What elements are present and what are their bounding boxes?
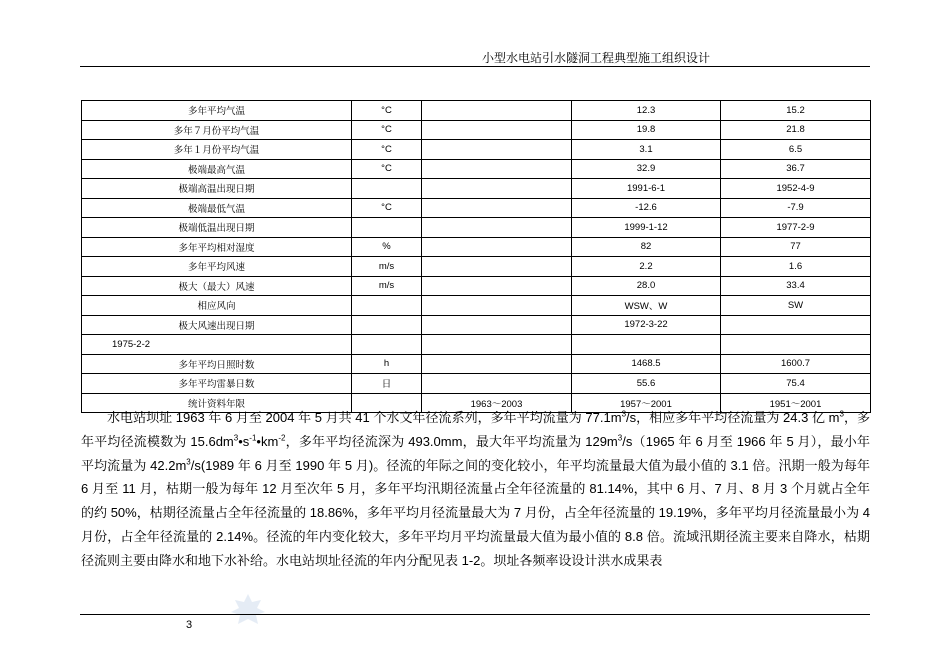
table-row: [82, 120, 871, 140]
paragraph-text-3: ，多年平均径流模数为 15.6dm: [81, 410, 870, 449]
superscript-6: 3: [617, 433, 623, 443]
value-cell: 36.7: [721, 159, 871, 179]
value-cell: [422, 101, 572, 121]
row-label-cell: 极大（最大）风速: [82, 276, 352, 296]
value-cell: 1963～2003: [422, 393, 572, 413]
climate-statistics-table: [81, 100, 871, 413]
unit-cell: [352, 296, 422, 316]
value-cell: 33.4: [721, 276, 871, 296]
table-row: [82, 296, 871, 316]
row-label-cell: 多年７月份平均气温: [82, 120, 352, 140]
row-label-cell: 极端最低气温: [82, 198, 352, 218]
unit-cell: m/s: [352, 257, 422, 277]
value-cell: 1991-6-1: [572, 179, 721, 199]
value-cell: 12.3: [572, 101, 721, 121]
value-cell: [422, 296, 572, 316]
table-row: [82, 101, 871, 121]
superscript-2: 3: [839, 409, 844, 419]
table-row: [82, 374, 871, 394]
unit-cell: °C: [352, 101, 422, 121]
table-row: [82, 237, 871, 257]
row-label-cell: 极端最高气温: [82, 159, 352, 179]
unit-cell: [352, 335, 422, 355]
superscript-7: 3: [186, 457, 191, 467]
row-label-cell: 极大风速出现日期: [82, 315, 352, 335]
value-cell: 75.4: [721, 374, 871, 394]
value-cell: 1468.5: [572, 354, 721, 374]
table-row: [82, 276, 871, 296]
page-number: 3: [186, 619, 193, 631]
row-label-cell: 极端低温出现日期: [82, 218, 352, 238]
superscript-4: -1: [249, 433, 257, 443]
value-cell: [422, 257, 572, 277]
value-cell: SW: [721, 296, 871, 316]
value-cell: [422, 335, 572, 355]
value-cell: 1999-1-12: [572, 218, 721, 238]
value-cell: [721, 315, 871, 335]
superscript-5: -2: [278, 433, 286, 443]
value-cell: 28.0: [572, 276, 721, 296]
table-row: [82, 159, 871, 179]
value-cell: 82: [572, 237, 721, 257]
value-cell: [572, 335, 721, 355]
watermark-logo-icon: [228, 592, 268, 626]
unit-cell: [352, 218, 422, 238]
value-cell: [422, 276, 572, 296]
document-header-title: 小型水电站引水隧洞工程典型施工组织设计: [481, 51, 710, 65]
unit-cell: h: [352, 354, 422, 374]
value-cell: [422, 218, 572, 238]
table-row: [82, 218, 871, 238]
row-label-cell: 多年１月份平均气温: [82, 140, 352, 160]
paragraph-text-4: •s: [238, 433, 250, 449]
value-cell: 1.6: [721, 257, 871, 277]
value-cell: [422, 374, 572, 394]
unit-cell: [352, 315, 422, 335]
unit-cell: %: [352, 237, 422, 257]
paragraph-text-1: 水电站坝址 1963 年 6 月至 2004 年 5 月共 41 个水文年径流系列，多年平均流量为 77.1m: [107, 410, 622, 425]
table-row: [82, 198, 871, 218]
unit-cell: °C: [352, 140, 422, 160]
header-divider: [80, 66, 870, 67]
value-cell: -7.9: [721, 198, 871, 218]
table-row: [82, 257, 871, 277]
value-cell: 32.9: [572, 159, 721, 179]
value-cell: -12.6: [572, 198, 721, 218]
value-cell: [422, 237, 572, 257]
unit-cell: 日: [352, 374, 422, 394]
value-cell: [721, 335, 871, 355]
paragraph-text-6: ，多年平均径流深为 493.0mm，最大年平均流量为 129m: [285, 433, 618, 449]
row-label-cell: 多年平均气温: [82, 101, 352, 121]
table-row: [82, 335, 871, 355]
paragraph-text-7: /s（1965 年 6 月至 1966 年 5 月），最小年平均流量为 42.2m: [81, 433, 871, 473]
value-cell: 1957～2001: [572, 393, 721, 413]
unit-cell: °C: [352, 159, 422, 179]
value-cell: 1977-2-9: [721, 218, 871, 238]
value-cell: [422, 159, 572, 179]
paragraph-text-5: •km: [256, 433, 279, 449]
row-label-cell: 多年平均雷暴日数: [82, 374, 352, 394]
unit-cell: °C: [352, 198, 422, 218]
value-cell: [422, 120, 572, 140]
value-cell: 3.1: [572, 140, 721, 160]
value-cell: WSW、W: [572, 296, 721, 316]
value-cell: 77: [721, 237, 871, 257]
value-cell: 6.5: [721, 140, 871, 160]
paragraph-text-2: /s，相应多年平均径流量为 24.3 亿 m: [626, 410, 840, 425]
row-label-cell: 1975-2-2: [82, 335, 352, 355]
row-label-cell: 多年平均风速: [82, 257, 352, 277]
value-cell: 2.2: [572, 257, 721, 277]
value-cell: [422, 354, 572, 374]
value-cell: [422, 179, 572, 199]
footer-divider: [80, 614, 870, 615]
body-paragraph: [81, 406, 870, 573]
value-cell: [422, 140, 572, 160]
unit-cell: °C: [352, 120, 422, 140]
value-cell: 1952-4-9: [721, 179, 871, 199]
superscript-3: 3: [233, 433, 239, 443]
value-cell: 21.8: [721, 120, 871, 140]
unit-cell: m/s: [352, 276, 422, 296]
value-cell: 19.8: [572, 120, 721, 140]
paragraph-text-8: /s(1989 年 6 月至 1990 年 5 月)。径流的年际之间的变化较小，年平均流量最大值为最小值的 3.1 倍。汛期一般为每年 6 月至 11 月，枯期一般为每年 12 月至次年 5 月，多年平均汛期径流量占全年径流量的 81.14%，其中 6 月、7 月、8 月 3 个月就占全年的约 50%，枯期径流量占全年径流量的 18.86%，多年平均月径流量最大为 7 月份，占全年径流量的 19.19%，多年平均月径流量最小为 4 月份，占全年径流量的 2.14%。径流的年内变化较大，多年平均月平均流量最大值为最小值的 8.8 倍。流域汛期径流主要来自降水，枯期径流则主要由降水和地下水补给。水电站坝址径流的年内分配见表 1-2。坝址各频率设设计洪水成果表: [81, 457, 870, 568]
superscript-1: 3: [621, 409, 627, 419]
unit-cell: [352, 179, 422, 199]
value-cell: [422, 198, 572, 218]
value-cell: 1951～2001: [721, 393, 871, 413]
table-row: [82, 140, 871, 160]
value-cell: 55.6: [572, 374, 721, 394]
row-label-cell: 相应风向: [82, 296, 352, 316]
table-row: [82, 315, 871, 335]
row-label-cell: 统计资料年限: [82, 393, 352, 413]
table-row: [82, 179, 871, 199]
value-cell: 1600.7: [721, 354, 871, 374]
table-row: [82, 354, 871, 374]
row-label-cell: 多年平均相对湿度: [82, 237, 352, 257]
row-label-cell: 多年平均日照时数: [82, 354, 352, 374]
value-cell: 15.2: [721, 101, 871, 121]
row-label-cell: 极端高温出现日期: [82, 179, 352, 199]
value-cell: 1972-3-22: [572, 315, 721, 335]
value-cell: [422, 315, 572, 335]
